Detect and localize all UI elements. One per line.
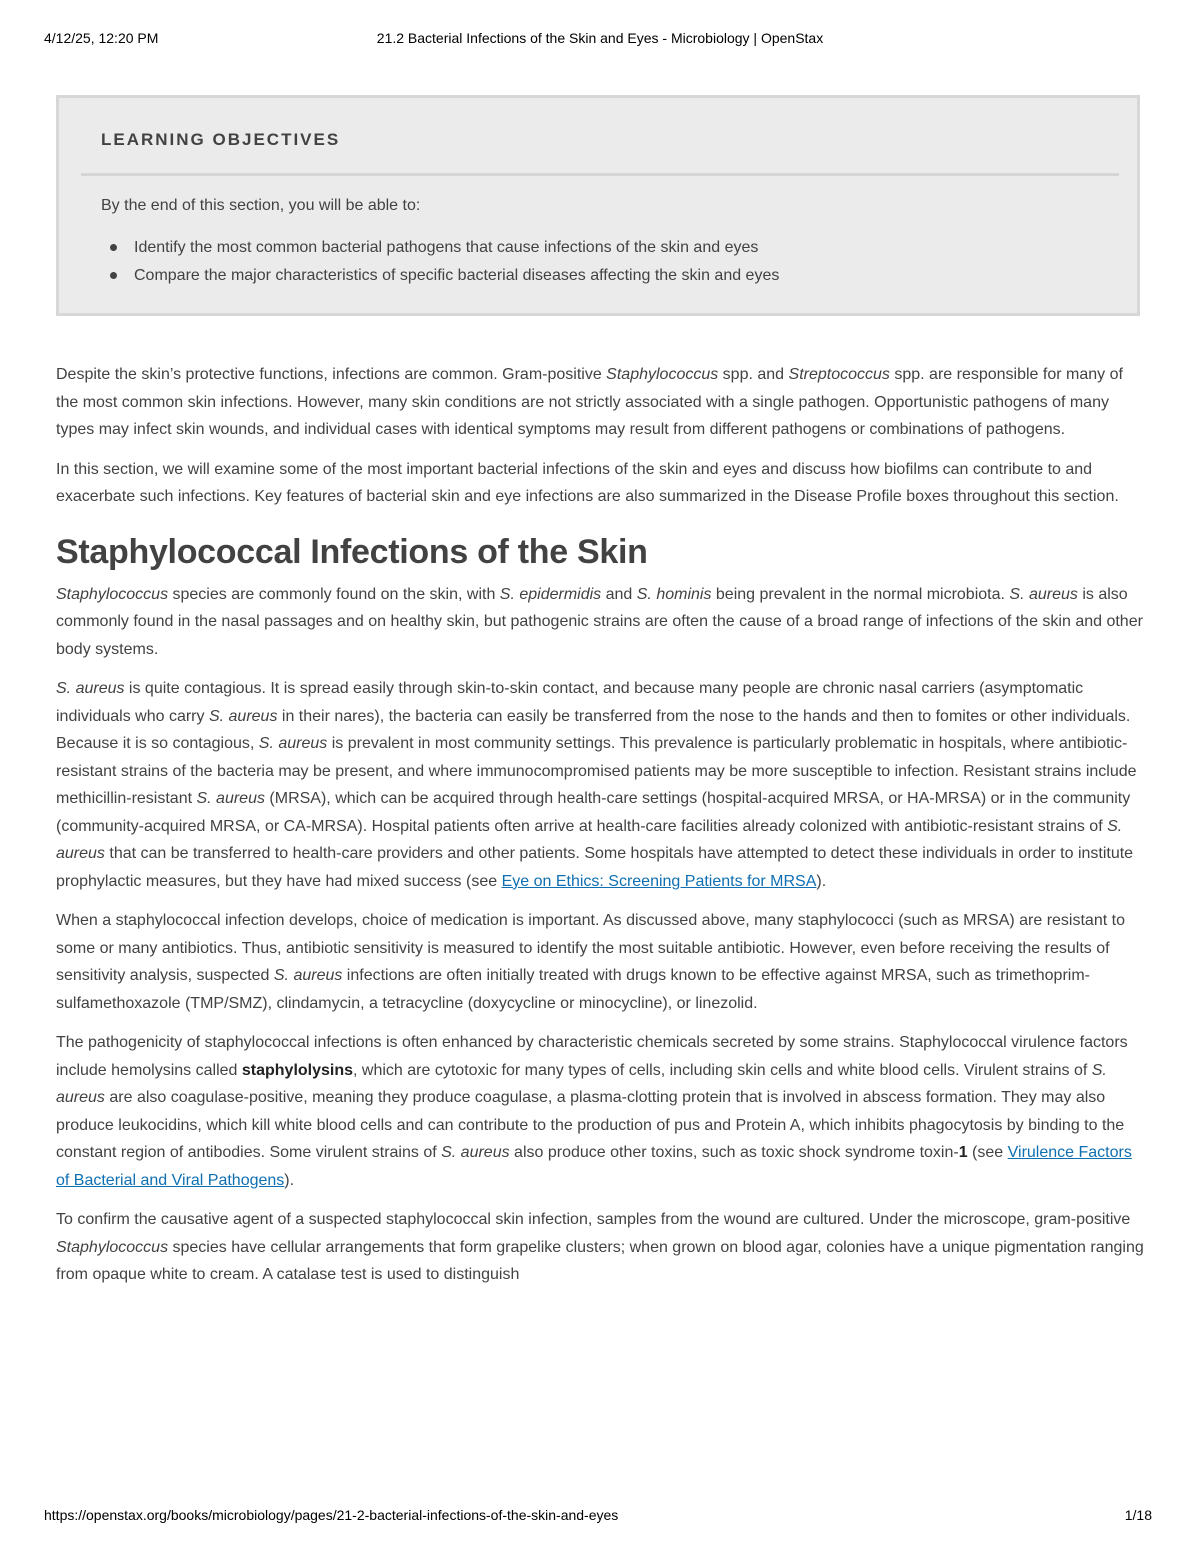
section-paragraph-4: The pathogenicity of staphylococcal infections is often enhanced by characteristic chemicals secreted by some strains. Staphylococcal virulence factors include hemolysins called staphylolysins, which are cytotoxic for many types of cells, including skin cells and white blood cells. Virulent strains of S. aureus are also coagulase-positive, meaning they produce coagulase, a plasma-clotting protein that is involved in abscess formation. They may also produce leukocidins, which kill white blood cells and can contribute to the production of pus and Protein A, which inhibits phagocytosis by binding to the constant region of antibodies. Some virulent strains of S. aureus also produce other toxins, such as toxic shock syndrome toxin-1 (see Virulence Factors of Bacterial and Viral Pathogens). xyxy=(56,1034,1132,1189)
print-datetime: 4/12/25, 12:20 PM xyxy=(44,30,159,46)
learning-objectives-box xyxy=(56,95,1140,316)
list-item xyxy=(101,234,779,262)
learning-objectives-list xyxy=(101,234,779,290)
main-content xyxy=(56,361,1146,1301)
learning-objectives-title: LEARNING OBJECTIVES xyxy=(101,130,341,149)
print-url: https://openstax.org/books/microbiology/pages/21-2-bacterial-infections-of-the-skin-and-eyes xyxy=(44,1507,619,1523)
intro-paragraph-1: Despite the skin’s protective functions, infections are common. Gram-positive Staphylococcus spp. and Streptococcus spp. are responsible for many of the most common skin infections. However, many skin conditions are not strictly associated with a single pathogen. Opportunistic pathogens of many types may infect skin wounds, and individual cases with identical symptoms may result from different pathogens or combinations of pathogens. xyxy=(56,366,1123,438)
learning-objectives-intro: By the end of this section, you will be able to: xyxy=(101,197,421,214)
section-heading: Staphylococcal Infections of the Skin xyxy=(56,532,648,571)
list-item xyxy=(101,262,779,290)
bullet-icon xyxy=(110,272,117,279)
intro-paragraph-2: In this section, we will examine some of the most important bacterial infections of the skin and eyes and discuss how biofilms can contribute to and exacerbate such infections. Key features of bacterial skin and eye infections are also summarized in the Disease Profile boxes throughout this section. xyxy=(56,460,1119,505)
section-paragraph-5: To confirm the causative agent of a suspected staphylococcal skin infection, samples from the wound are cultured. Under the microscope, gram-positive Staphylococcus species have cellular arrangements that form grapelike clusters; when grown on blood agar, colonies have a unique pigmentation ranging from opaque white to cream. A catalase test is used to distinguish xyxy=(56,1211,1144,1283)
bullet-icon xyxy=(110,244,117,251)
page-number: 1/18 xyxy=(1124,1507,1152,1523)
list-item-text: Identify the most common bacterial pathogens that cause infections of the skin and eyes xyxy=(134,239,759,256)
section-paragraph-2: S. aureus is quite contagious. It is spread easily through skin-to-skin contact, and because many people are chronic nasal carriers (asymptomatic individuals who carry S. aureus in their nares), the bacteria can easily be transferred from the nose to the hands and then to fomites or other individuals. Because it is so contagious, S. aureus is prevalent in most community settings. This prevalence is particularly problematic in hospitals, where antibiotic-resistant strains of the bacteria may be present, and where immunocompromised patients may be more susceptible to infection. Resistant strains include methicillin-resistant S. aureus (MRSA), which can be acquired through health-care settings (hospital-acquired MRSA, or HA-MRSA) or in the community (community-acquired MRSA, or CA-MRSA). Hospital patients often arrive at health-care facilities already colonized with antibiotic-resistant strains of S. aureus that can be transferred to health-care providers and other patients. Some hospitals have attempted to detect these individuals in order to institute prophylactic measures, but they have had mixed success (see Eye on Ethics: Screening Patients for MRSA). xyxy=(56,680,1137,890)
section-paragraph-3: When a staphylococcal infection develops, choice of medication is important. As discussed above, many staphylococci (such as MRSA) are resistant to some or many antibiotics. Thus, antibiotic sensitivity is measured to identify the most suitable antibiotic. However, even before receiving the results of sensitivity analysis, suspected S. aureus infections are often initially treated with drugs known to be effective against MRSA, such as trimethoprim-sulfamethoxazole (TMP/SMZ), clindamycin, a tetracycline (doxycycline or minocycline), or linezolid. xyxy=(56,912,1125,1012)
list-item-text: Compare the major characteristics of specific bacterial diseases affecting the skin and eyes xyxy=(134,267,780,284)
virulence-factors-link[interactable]: Virulence Factors of Bacterial and Viral Pathogens xyxy=(56,1144,1132,1189)
section-paragraph-1: Staphylococcus species are commonly found on the skin, with S. epidermidis and S. hominis being prevalent in the normal microbiota. S. aureus is also commonly found in the nasal passages and on healthy skin, but pathogenic strains are often the cause of a broad range of infections of the skin and other body systems. xyxy=(56,585,1143,658)
eye-on-ethics-link[interactable]: Eye on Ethics: Screening Patients for MRSA xyxy=(501,872,817,890)
divider xyxy=(81,173,1119,176)
print-page-title: 21.2 Bacterial Infections of the Skin and Eyes - Microbiology | OpenStax xyxy=(376,30,824,46)
